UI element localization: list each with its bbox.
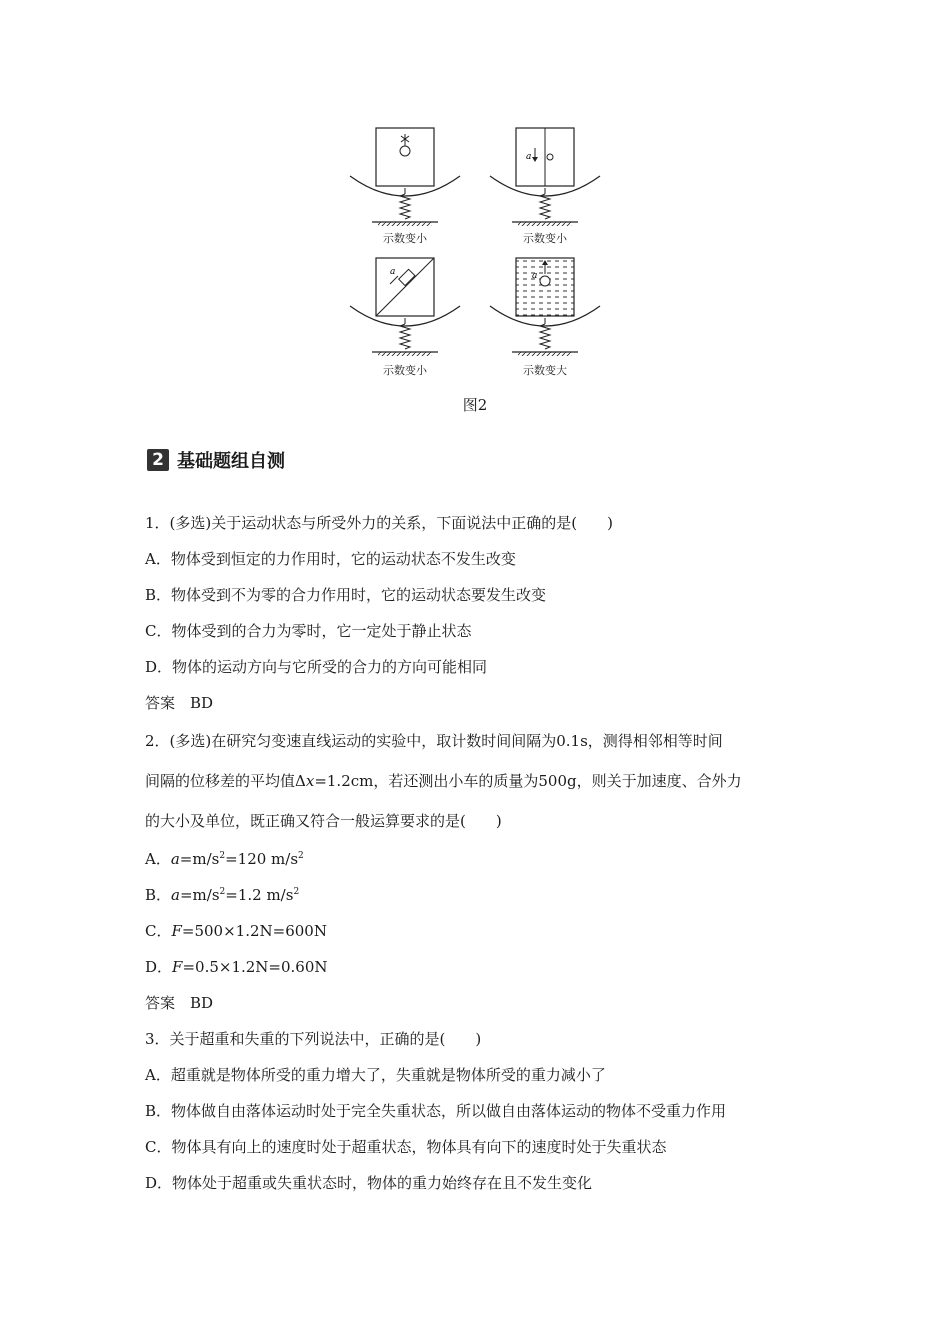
- question-list: [145, 505, 845, 1201]
- option-variable: a: [171, 886, 180, 904]
- superscript: 2: [293, 887, 300, 897]
- question-2-stem-line-2: [145, 761, 845, 801]
- question-2-stem-line-1: 2．(多选)在研究匀变速直线运动的实验中，取计数时间间隔为0.1s，测得相邻相等时间: [145, 732, 723, 750]
- panel-4: [490, 258, 600, 356]
- superscript: 2: [298, 851, 304, 861]
- option-text: =120 m/s: [225, 850, 299, 868]
- stem-text: =1.2cm，若还测出小车的质量为500g，则关于加速度、合外力: [314, 772, 742, 790]
- panel-4-label: 示数变大: [523, 364, 567, 377]
- question-3-option-d: D．物体处于超重或失重状态时，物体的重力始终存在且不发生变化: [145, 1174, 593, 1192]
- question-3-stem: 3．关于超重和失重的下列说法中，正确的是( ): [145, 1030, 482, 1048]
- option-variable: a: [170, 850, 180, 868]
- option-prefix: B．: [145, 886, 172, 904]
- question-1-option-b: B．物体受到不为零的合力作用时，它的运动状态要发生改变: [145, 586, 547, 604]
- panel-3: [350, 258, 460, 356]
- stem-text: 间隔的位移差的平均值Δ: [145, 772, 306, 790]
- question-1-option-d: D．物体的运动方向与它所受的合力的方向可能相同: [145, 658, 488, 676]
- panel-1-label: 示数变小: [383, 232, 427, 245]
- svg-text:a: a: [526, 152, 532, 162]
- question-2-option-a: [145, 841, 845, 877]
- panel-1: [350, 128, 460, 226]
- option-text: =0.5×1.2N=0.60N: [182, 958, 328, 976]
- option-prefix: D．: [145, 958, 173, 976]
- option-text: =m/s: [179, 850, 220, 868]
- question-2-option-b: [145, 877, 845, 913]
- option-prefix: C．: [145, 922, 172, 940]
- scale-diagrams: [340, 118, 610, 393]
- question-2-option-c: [145, 913, 845, 949]
- figure-caption: 图2: [462, 396, 488, 414]
- question-2-answer: 答案 BD: [145, 994, 214, 1012]
- section-title: 基础题组自测: [177, 451, 285, 472]
- section-header: [147, 447, 285, 473]
- question-3-option-b: B．物体做自由落体运动时处于完全失重状态，所以做自由落体运动的物体不受重力作用: [145, 1102, 727, 1120]
- stem-variable: x: [305, 772, 315, 790]
- panel-2-label: 示数变小: [523, 232, 567, 245]
- panel-2: [490, 128, 600, 226]
- option-variable: F: [172, 958, 183, 976]
- question-1-option-c: C．物体受到的合力为零时，它一定处于静止状态: [145, 622, 472, 640]
- option-variable: F: [171, 922, 182, 940]
- question-3-option-c: C．物体具有向上的速度时处于超重状态，物体具有向下的速度时处于失重状态: [145, 1138, 667, 1156]
- svg-text:a: a: [390, 267, 396, 277]
- option-text: =500×1.2N=600N: [181, 922, 327, 940]
- superscript: 2: [219, 851, 226, 861]
- svg-text:a: a: [532, 271, 538, 281]
- question-3-option-a: A．超重就是物体所受的重力增大了，失重就是物体所受的重力减小了: [145, 1066, 606, 1084]
- option-prefix: A．: [145, 850, 171, 868]
- question-2-option-d: [145, 949, 845, 985]
- question-1-stem: 1．(多选)关于运动状态与所受外力的关系，下面说法中正确的是( ): [145, 514, 613, 532]
- option-text: =m/s: [179, 886, 220, 904]
- superscript: 2: [219, 887, 226, 897]
- option-text: =1.2 m/s: [225, 886, 294, 904]
- question-1-answer: 答案 BD: [145, 694, 214, 712]
- question-1-option-a: A．物体受到恒定的力作用时，它的运动状态不发生改变: [145, 550, 516, 568]
- panel-3-label: 示数变小: [383, 364, 427, 377]
- question-2-stem-line-3: 的大小及单位，既正确又符合一般运算要求的是( ): [145, 812, 502, 830]
- section-number-badge: 2: [147, 449, 169, 471]
- figure-2: [340, 118, 610, 393]
